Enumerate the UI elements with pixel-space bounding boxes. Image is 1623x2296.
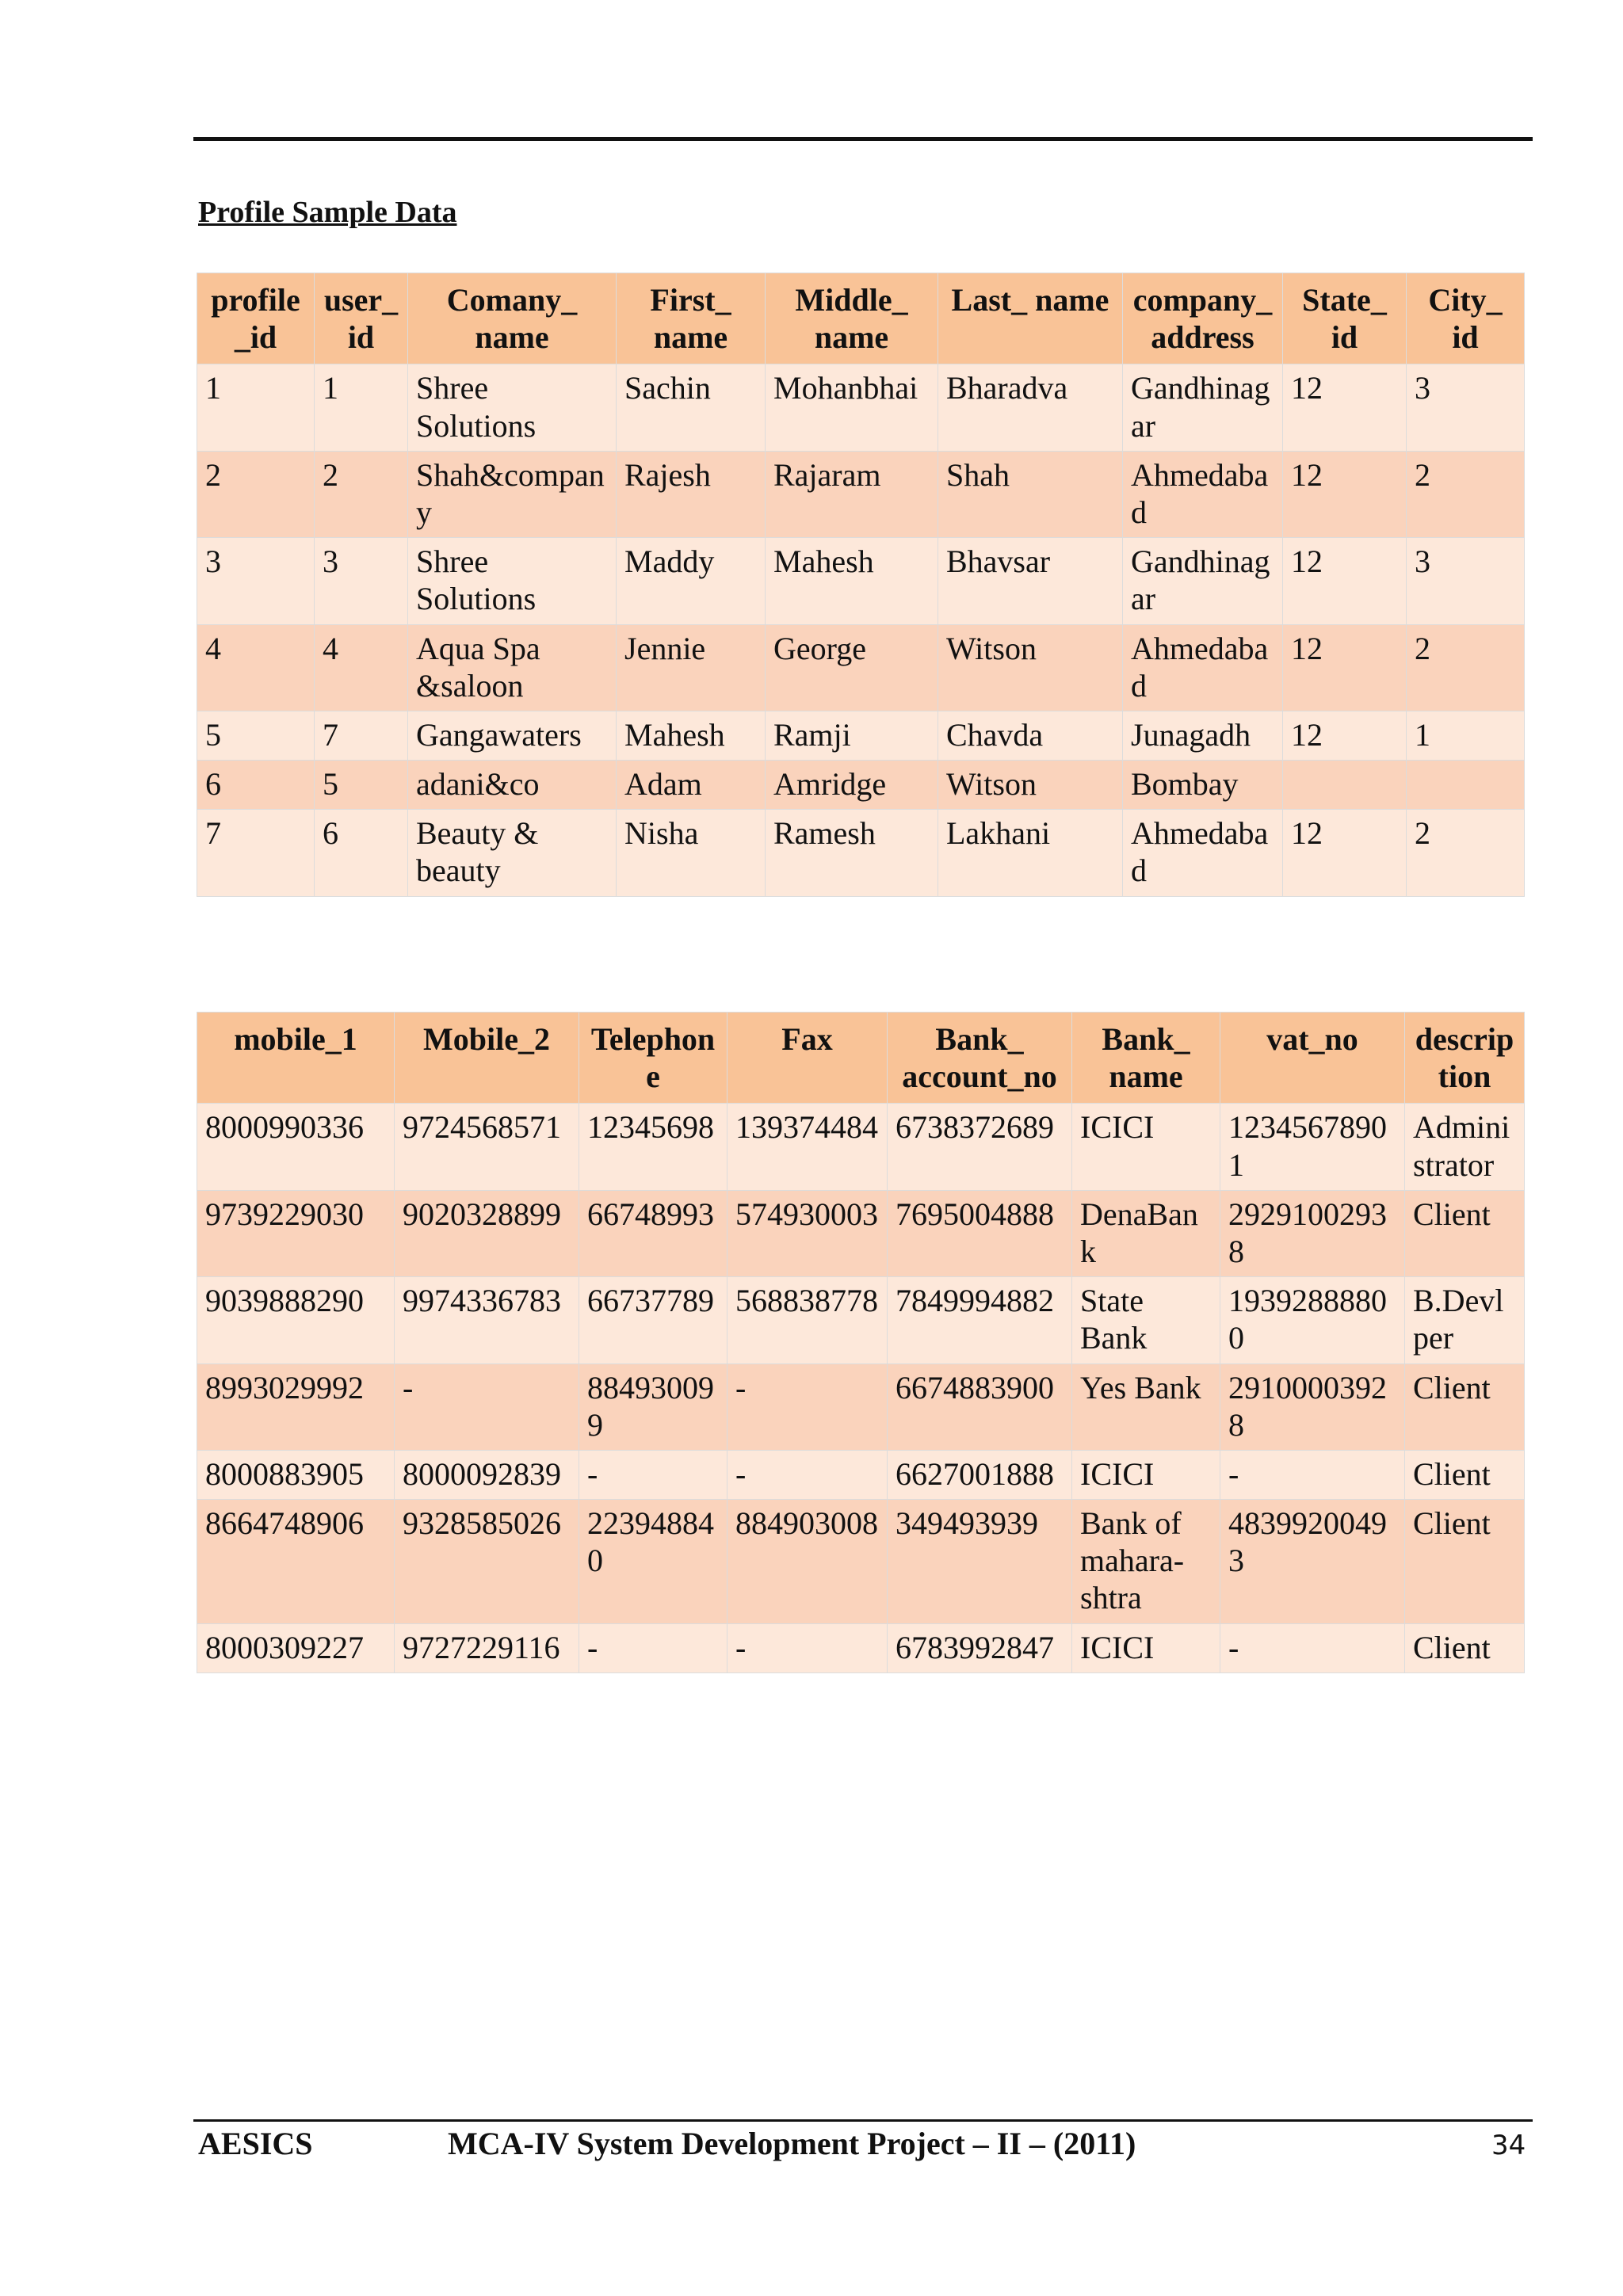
footer-project-title: MCA-IV System Development Project – II – (2011) (448, 2126, 1136, 2161)
contact-cell: 8664748906 (197, 1500, 395, 1624)
contact-column-header: Fax (727, 1013, 888, 1104)
table-row (197, 1190, 1525, 1276)
contact-cell: DenaBank (1072, 1190, 1220, 1276)
contact-cell: 7849994882 (888, 1277, 1072, 1363)
contact-cell: 884930099 (579, 1363, 727, 1450)
profile-cell: Adam (617, 761, 766, 810)
profile-cell: 1 (197, 364, 315, 451)
contact-table (197, 1012, 1525, 1673)
contact-column-header: description (1405, 1013, 1525, 1104)
profile-cell: Amridge (766, 761, 938, 810)
profile-cell: 5 (315, 761, 408, 810)
profile-column-header: City_ id (1407, 273, 1525, 364)
contact-cell: 9328585026 (395, 1500, 579, 1624)
profile-column-header: Comany_ name (408, 273, 617, 364)
contact-cell: Bank of mahara-shtra (1072, 1500, 1220, 1624)
profile-cell: Shree Solutions (408, 364, 617, 451)
profile-cell: Gangawaters (408, 711, 617, 760)
contact-cell: 29291002938 (1220, 1190, 1405, 1276)
profile-cell: Ramji (766, 711, 938, 760)
profile-table (197, 273, 1525, 897)
table-row (197, 1363, 1525, 1450)
profile-cell: Beauty & beauty (408, 810, 617, 896)
profile-cell: Ahmedabad (1123, 624, 1283, 711)
profile-cell: 12 (1283, 364, 1407, 451)
contact-cell: - (579, 1623, 727, 1672)
contact-cell: 6738372689 (888, 1104, 1072, 1190)
profile-column-header: Middle_ name (766, 273, 938, 364)
contact-cell: 8000883905 (197, 1450, 395, 1499)
profile-cell: Nisha (617, 810, 766, 896)
profile-cell: Gandhinagar (1123, 364, 1283, 451)
contact-cell: 66748993 (579, 1190, 727, 1276)
page-number: 34 (1491, 2130, 1526, 2161)
profile-cell: Bhavsar (938, 538, 1123, 624)
profile-cell: Shah (938, 451, 1123, 537)
contact-cell: ICICI (1072, 1104, 1220, 1190)
profile-cell: Mohanbhai (766, 364, 938, 451)
contact-cell: 9039888290 (197, 1277, 395, 1363)
profile-cell: Jennie (617, 624, 766, 711)
contact-cell: 29100003928 (1220, 1363, 1405, 1450)
profile-cell: Mahesh (766, 538, 938, 624)
table-row (197, 1500, 1525, 1624)
contact-column-header: Bank_ name (1072, 1013, 1220, 1104)
contact-cell: 574930003 (727, 1190, 888, 1276)
table-row (197, 1450, 1525, 1499)
table-row (197, 761, 1525, 810)
profile-cell: 12 (1283, 711, 1407, 760)
profile-cell: Ahmedabad (1123, 810, 1283, 896)
profile-cell: 5 (197, 711, 315, 760)
profile-cell: Rajaram (766, 451, 938, 537)
contact-cell: - (579, 1450, 727, 1499)
profile-cell: Shah&company (408, 451, 617, 537)
profile-cell: 7 (197, 810, 315, 896)
contact-column-header: mobile_1 (197, 1013, 395, 1104)
table-row (197, 810, 1525, 896)
profile-cell: George (766, 624, 938, 711)
section-title: Profile Sample Data (198, 196, 457, 229)
contact-cell: 223948840 (579, 1500, 727, 1624)
contact-header-row (197, 1013, 1525, 1104)
profile-column-header: user_ id (315, 273, 408, 364)
contact-cell: 19392888800 (1220, 1277, 1405, 1363)
table-row (197, 624, 1525, 711)
profile-cell: adani&co (408, 761, 617, 810)
contact-cell: State Bank (1072, 1277, 1220, 1363)
profile-cell: Chavda (938, 711, 1123, 760)
profile-cell: 2 (197, 451, 315, 537)
profile-cell: Ahmedabad (1123, 451, 1283, 537)
header-rule (193, 137, 1533, 141)
contact-cell: 9974336783 (395, 1277, 579, 1363)
profile-cell (1407, 761, 1525, 810)
profile-cell: 12 (1283, 810, 1407, 896)
profile-cell: Aqua Spa &saloon (408, 624, 617, 711)
profile-cell: Witson (938, 761, 1123, 810)
contact-cell: 8993029992 (197, 1363, 395, 1450)
contact-cell: 7695004888 (888, 1190, 1072, 1276)
contact-column-header: Mobile_2 (395, 1013, 579, 1104)
table-row (197, 364, 1525, 451)
profile-cell: 3 (315, 538, 408, 624)
contact-column-header: Bank_ account_no (888, 1013, 1072, 1104)
contact-column-header: vat_no (1220, 1013, 1405, 1104)
table-row (197, 1623, 1525, 1672)
profile-column-header: First_ name (617, 273, 766, 364)
contact-cell: Client (1405, 1623, 1525, 1672)
profile-cell: 2 (1407, 624, 1525, 711)
profile-header-row (197, 273, 1525, 364)
contact-cell: - (727, 1363, 888, 1450)
contact-cell: 12345678901 (1220, 1104, 1405, 1190)
profile-cell: 4 (315, 624, 408, 711)
contact-cell: Client (1405, 1450, 1525, 1499)
contact-cell: - (1220, 1450, 1405, 1499)
profile-cell: 3 (1407, 364, 1525, 451)
profile-cell: Witson (938, 624, 1123, 711)
contact-cell: B.Devlper (1405, 1277, 1525, 1363)
contact-cell: 9727229116 (395, 1623, 579, 1672)
contact-column-header: Telephone (579, 1013, 727, 1104)
profile-cell: Maddy (617, 538, 766, 624)
table-row (197, 451, 1525, 537)
contact-cell: 8000092839 (395, 1450, 579, 1499)
contact-cell: - (727, 1450, 888, 1499)
contact-cell: Client (1405, 1363, 1525, 1450)
contact-cell: - (395, 1363, 579, 1450)
profile-cell: 1 (315, 364, 408, 451)
contact-cell: Administrator (1405, 1104, 1525, 1190)
profile-cell: 2 (1407, 451, 1525, 537)
contact-cell: 48399200493 (1220, 1500, 1405, 1624)
contact-cell: 568838778 (727, 1277, 888, 1363)
profile-cell: 6 (315, 810, 408, 896)
profile-cell: Bharadva (938, 364, 1123, 451)
profile-cell: 7 (315, 711, 408, 760)
profile-cell: Shree Solutions (408, 538, 617, 624)
profile-cell: Mahesh (617, 711, 766, 760)
contact-cell: ICICI (1072, 1450, 1220, 1499)
contact-cell: 6674883900 (888, 1363, 1072, 1450)
profile-cell: 2 (315, 451, 408, 537)
table-row (197, 1104, 1525, 1190)
profile-cell: Bombay (1123, 761, 1283, 810)
profile-cell: Gandhinagar (1123, 538, 1283, 624)
contact-cell: - (1220, 1623, 1405, 1672)
contact-cell: Yes Bank (1072, 1363, 1220, 1450)
profile-cell: Lakhani (938, 810, 1123, 896)
contact-cell: 139374484 (727, 1104, 888, 1190)
contact-cell: 9020328899 (395, 1190, 579, 1276)
profile-column-header: profile _id (197, 273, 315, 364)
profile-cell: 4 (197, 624, 315, 711)
profile-column-header: Last_ name (938, 273, 1123, 364)
profile-cell (1283, 761, 1407, 810)
table-row (197, 538, 1525, 624)
contact-cell: 9739229030 (197, 1190, 395, 1276)
footer-institute: AESICS (198, 2126, 313, 2161)
footer-rule (193, 2119, 1533, 2122)
profile-column-header: State_ id (1283, 273, 1407, 364)
profile-cell: 12 (1283, 538, 1407, 624)
profile-cell: 12 (1283, 451, 1407, 537)
contact-cell: Client (1405, 1190, 1525, 1276)
table-row (197, 711, 1525, 760)
profile-column-header: company_ address (1123, 273, 1283, 364)
profile-cell: 1 (1407, 711, 1525, 760)
contact-cell: 8000309227 (197, 1623, 395, 1672)
profile-cell: 3 (197, 538, 315, 624)
contact-cell: 884903008 (727, 1500, 888, 1624)
contact-cell: 12345698 (579, 1104, 727, 1190)
contact-cell: 9724568571 (395, 1104, 579, 1190)
contact-cell: 349493939 (888, 1500, 1072, 1624)
profile-cell: Junagadh (1123, 711, 1283, 760)
profile-cell: Rajesh (617, 451, 766, 537)
profile-cell: 2 (1407, 810, 1525, 896)
contact-cell: 6627001888 (888, 1450, 1072, 1499)
profile-cell: Ramesh (766, 810, 938, 896)
contact-cell: 8000990336 (197, 1104, 395, 1190)
contact-cell: 66737789 (579, 1277, 727, 1363)
table-row (197, 1277, 1525, 1363)
contact-cell: - (727, 1623, 888, 1672)
profile-cell: Sachin (617, 364, 766, 451)
contact-cell: ICICI (1072, 1623, 1220, 1672)
profile-cell: 12 (1283, 624, 1407, 711)
profile-cell: 6 (197, 761, 315, 810)
contact-cell: 6783992847 (888, 1623, 1072, 1672)
contact-cell: Client (1405, 1500, 1525, 1624)
profile-cell: 3 (1407, 538, 1525, 624)
